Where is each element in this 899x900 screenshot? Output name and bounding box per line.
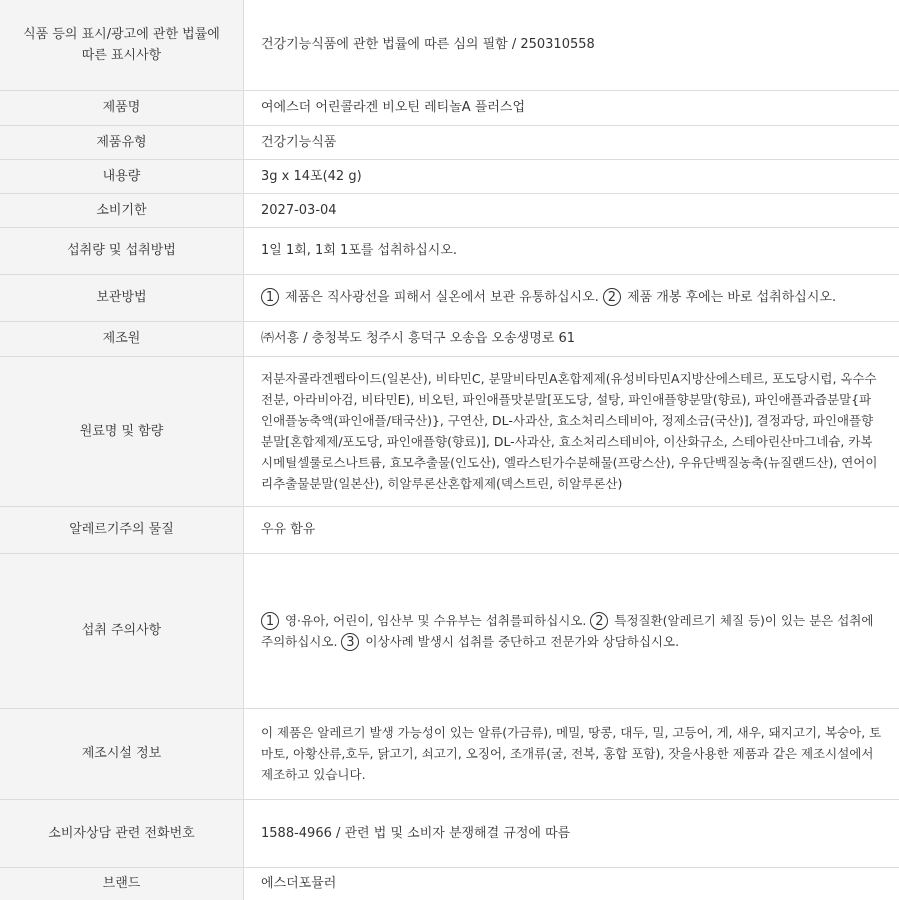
circled-number-3-icon: 3 xyxy=(341,633,359,651)
row-label: 제조원 xyxy=(0,321,244,356)
row-value: 에스더포뮬러 xyxy=(244,867,899,900)
row-label: 보관방법 xyxy=(0,274,244,321)
row-label: 내용량 xyxy=(0,159,244,193)
row-label: 원료명 및 함량 xyxy=(0,356,244,506)
row-label: 소비자상담 관련 전화번호 xyxy=(0,799,244,867)
table-row xyxy=(0,321,899,356)
table-row xyxy=(0,125,899,159)
table-row xyxy=(0,90,899,125)
row-label: 브랜드 xyxy=(0,867,244,900)
table-row xyxy=(0,227,899,274)
table-row xyxy=(0,799,899,867)
row-value: 1 영·유아, 어린이, 임산부 및 수유부는 섭취를피하십시오. 2 특정질환(알레르기 체질 등)이 있는 분은 섭취에 주의하십시오. 3 이상사례 발생시 섭취를 중단하고 전문가와 상담하십시오. xyxy=(244,553,899,708)
table-row xyxy=(0,0,899,90)
row-label: 제품명 xyxy=(0,90,244,125)
row-label: 제품유형 xyxy=(0,125,244,159)
row-value: 건강기능식품에 관한 법률에 따른 심의 필함 / 250310558 xyxy=(244,0,899,90)
table-row xyxy=(0,708,899,799)
circled-number-1-icon: 1 xyxy=(261,612,279,630)
row-value: 이 제품은 알레르기 발생 가능성이 있는 알류(가금류), 메밀, 땅콩, 대두, 밀, 고등어, 게, 새우, 돼지고기, 복숭아, 토마토, 아황산류,호두, 닭고기, 쇠고기, 오징어, 조개류(굴, 전복, 홍합 포함), 잣을사용한 제품과 같은 제조시설에서 제조하고 있습니다. xyxy=(244,708,899,799)
row-value: 2027-03-04 xyxy=(244,193,899,227)
circled-number-1-icon: 1 xyxy=(261,288,279,306)
row-value: 3g x 14포(42 g) xyxy=(244,159,899,193)
row-value: 1 제품은 직사광선을 피해서 실온에서 보관 유통하십시오. 2 제품 개봉 후에는 바로 섭취하십시오. xyxy=(244,274,899,321)
table-row xyxy=(0,867,899,900)
allergy-value: 우유 함유 xyxy=(244,506,899,553)
row-label: 제조시설 정보 xyxy=(0,708,244,799)
row-value: 1일 1회, 1회 1포를 섭취하십시오. xyxy=(244,227,899,274)
circled-number-2-icon: 2 xyxy=(590,612,608,630)
table-row xyxy=(0,506,899,553)
table-row xyxy=(0,159,899,193)
table-row xyxy=(0,553,899,708)
row-value: 1588-4966 / 관련 법 및 소비자 분쟁해결 규정에 따름 xyxy=(244,799,899,867)
row-value: ㈜서흥 / 충청북도 청주시 흥덕구 오송읍 오송생명로 61 xyxy=(244,321,899,356)
row-label: 섭취량 및 섭취방법 xyxy=(0,227,244,274)
table-row xyxy=(0,274,899,321)
row-value: 건강기능식품 xyxy=(244,125,899,159)
row-label: 알레르기주의 물질 xyxy=(0,506,244,553)
table-row xyxy=(0,193,899,227)
row-label: 식품 등의 표시/광고에 관한 법률에 따른 표시사항 xyxy=(0,0,244,90)
row-value: 여에스더 어린콜라겐 비오틴 레티놀A 플러스업 xyxy=(244,90,899,125)
row-label: 섭취 주의사항 xyxy=(0,553,244,708)
circled-number-2-icon: 2 xyxy=(603,288,621,306)
row-label: 소비기한 xyxy=(0,193,244,227)
table-row xyxy=(0,356,899,506)
row-value: 저분자콜라겐펩타이드(일본산), 비타민C, 분말비타민A혼합제제(유성비타민A지방산에스테르, 포도당시럽, 옥수수전분, 아라비아검, 비타민E), 비오틴, 파인애플맛분말[포도당, 설탕, 파인애플향분말(향료), 파인애플과즙분말{파인애플농축액(파인애플/태국산)}, 구연산, DL-사과산, 효소처리스테비아, 정제소금(국산)], 결정과당, 파인애플향분말[혼합제제/포도당, 파인애플향(향료)], DL-사과산, 효소처리스테비아, 이산화규소, 스테아린산마그네슘, 카복시메틸셀룰로스나트륨, 효모추출물(인도산), 엘라스틴가수분해물(프랑스산), 우유단백질농축(뉴질랜드산), 연어이리추출물분말(일본산), 히알루론산혼합제제(덱스트린, 히알루론산) xyxy=(244,356,899,506)
